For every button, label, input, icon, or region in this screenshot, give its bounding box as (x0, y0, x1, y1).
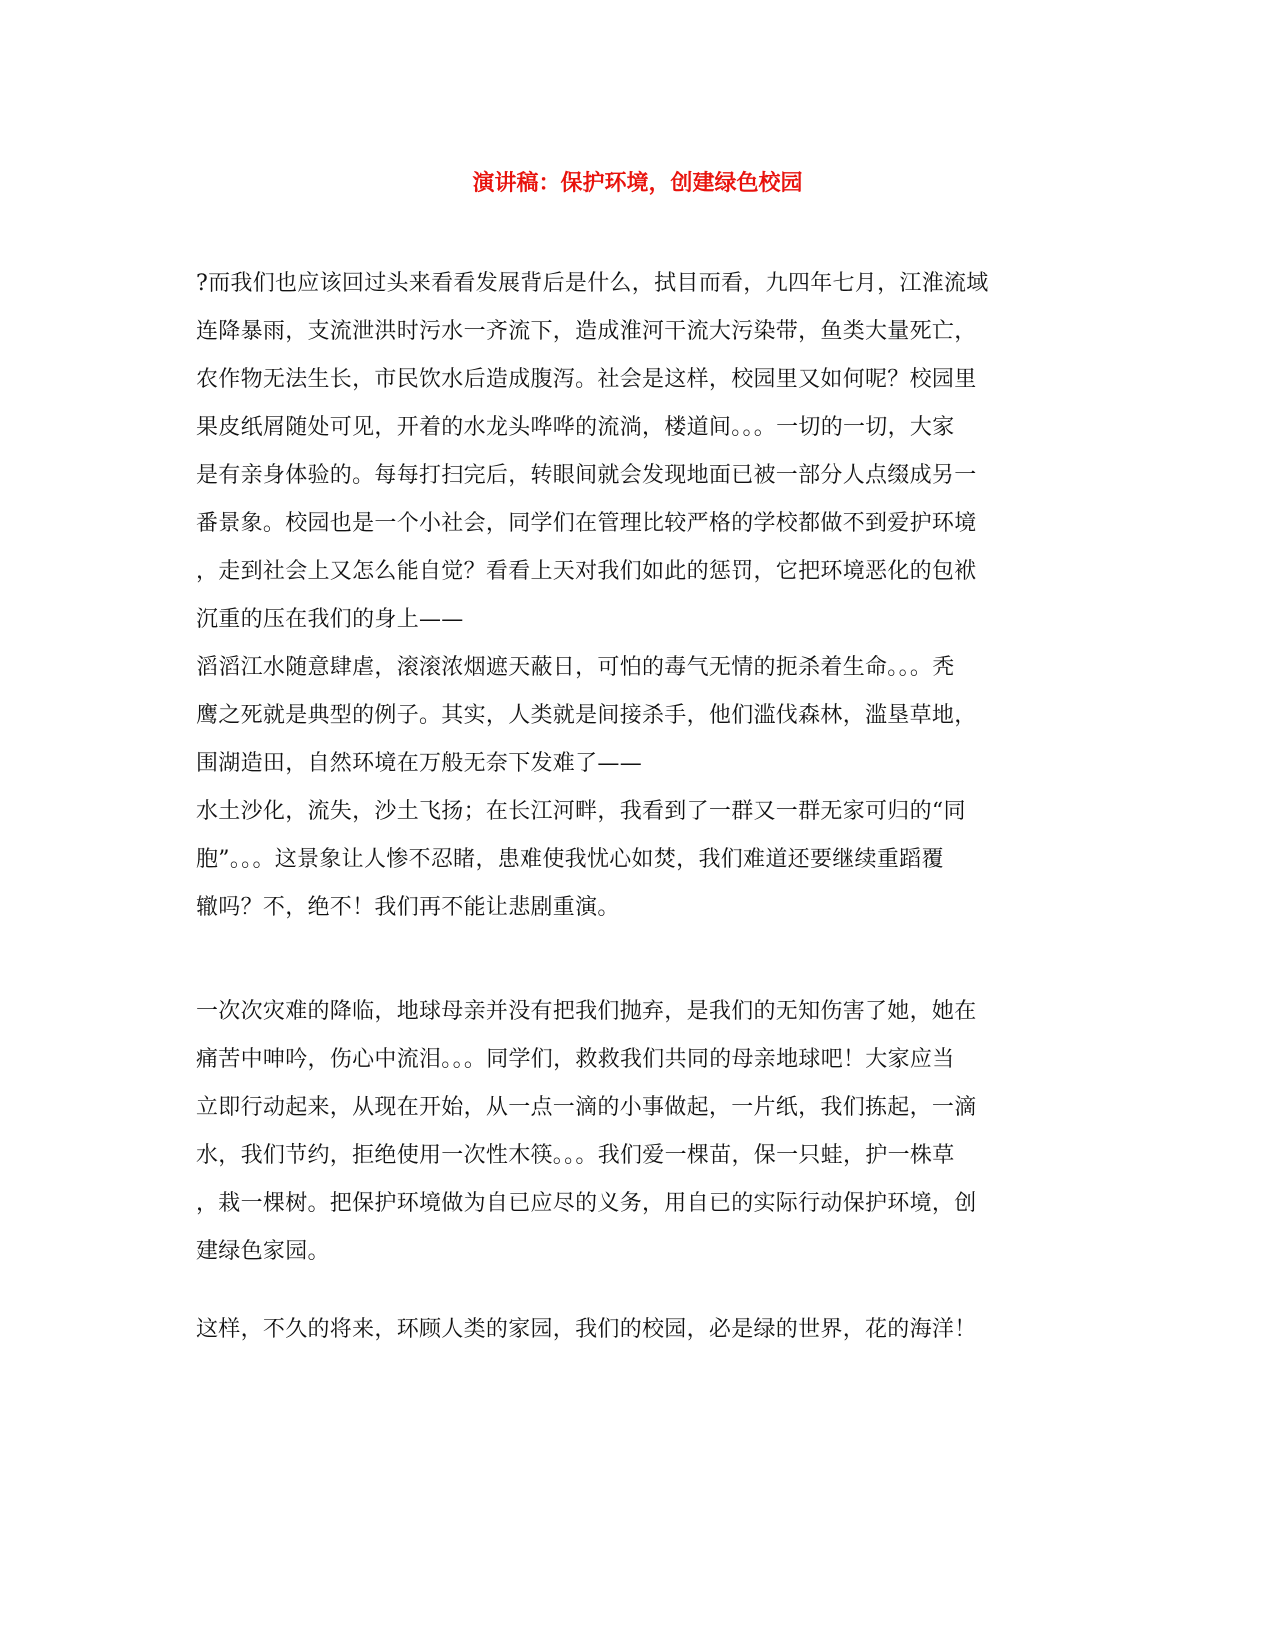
text-line: 立即行动起来，从现在开始，从一点一滴的小事做起，一片纸，我们拣起，一滴 (196, 1095, 977, 1120)
text-line: 农作物无法生长，市民饮水后造成腹泻。社会是这样，校园里又如何呢？校园里 (196, 367, 977, 392)
text-line: 水，我们节约，拒绝使用一次性木筷。。。我们爱一棵苗，保一只蛙，护一株草 (196, 1143, 955, 1168)
text-line: ，走到社会上又怎么能自觉？看看上天对我们如此的惩罚，它把环境恶化的包袱 (196, 559, 977, 584)
text-line: 建绿色家园。 (196, 1239, 330, 1264)
text-line: 一次次灾难的降临，地球母亲并没有把我们抛弃，是我们的无知伤害了她，她在 (196, 999, 977, 1024)
text-line: ?而我们也应该回过头来看看发展背后是什么，拭目而看，九四年七月，江淮流域 (196, 271, 989, 296)
text-line: 是有亲身体验的。每每打扫完后，转眼间就会发现地面已被一部分人点缀成另一 (196, 463, 977, 488)
text-line: 滔滔江水随意肆虐，滚滚浓烟遮天蔽日，可怕的毒气无情的扼杀着生命。。。秃 (196, 655, 955, 680)
text-line: 痛苦中呻吟，伤心中流泪。。。同学们，救救我们共同的母亲地球吧！大家应当 (196, 1047, 955, 1072)
text-line: 水土沙化，流失，沙土飞扬；在长江河畔，我看到了一群又一群无家可归的“同 (196, 799, 966, 824)
text-line: 果皮纸屑随处可见，开着的水龙头哗哗的流淌，楼道间。。。一切的一切，大家 (196, 415, 955, 440)
text-line: 沉重的压在我们的身上—— (196, 607, 464, 632)
text-line: ，栽一棵树。把保护环境做为自已应尽的义务，用自已的实际行动保护环境，创 (196, 1191, 977, 1216)
text-line: 鹰之死就是典型的例子。其实，人类就是间接杀手，他们滥伐森林，滥垦草地， (196, 703, 977, 728)
text-line: 围湖造田，自然环境在万般无奈下发难了—— (196, 751, 643, 776)
document-title: 演讲稿：保护环境，创建绿色校园 (472, 170, 803, 196)
text-line: 辙吗？不，绝不！我们再不能让悲剧重演。 (196, 895, 620, 920)
text-line: 番景象。校园也是一个小社会，同学们在管理比较严格的学校都做不到爱护环境 (196, 511, 977, 536)
paragraph-1 (196, 260, 1076, 932)
text-line: 胞”。。。这景象让人惨不忍睹，患难使我忧心如焚，我们难道还要继续重蹈覆 (196, 847, 944, 872)
paragraph-3 (196, 1306, 1076, 1354)
text-line: 连降暴雨，支流泄洪时污水一齐流下，造成淮河干流大污染带，鱼类大量死亡， (196, 319, 977, 344)
text-line: 这样，不久的将来，环顾人类的家园，我们的校园，必是绿的世界，花的海洋！ (196, 1317, 977, 1342)
paragraph-2 (196, 988, 1076, 1276)
